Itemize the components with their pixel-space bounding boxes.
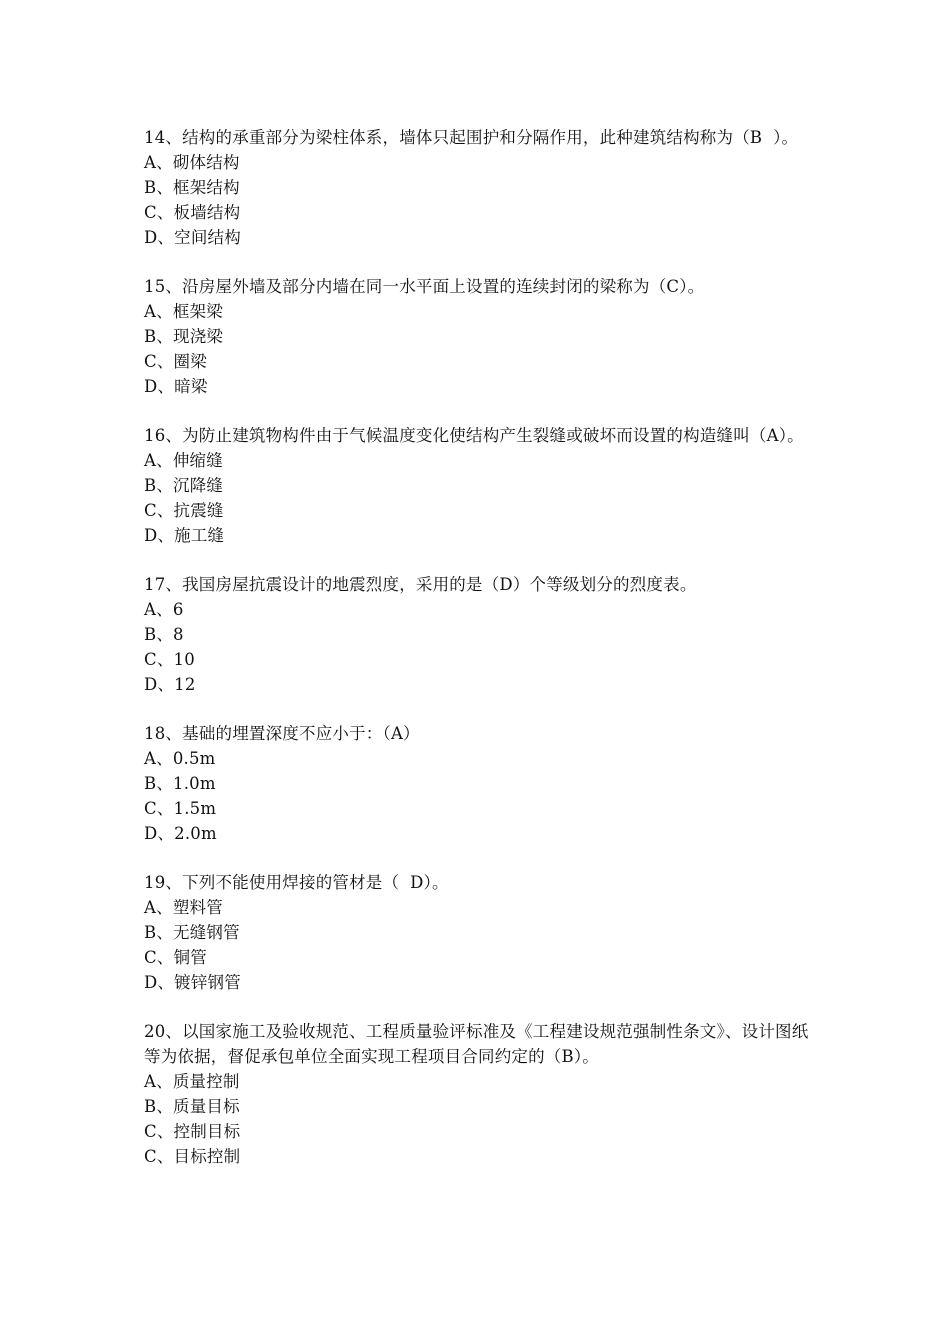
option-b: B、质量目标	[144, 1097, 240, 1116]
option-c: C、抗震缝	[144, 501, 224, 520]
question-stem: 19、下列不能使用焊接的管材是（ D）。	[144, 873, 449, 892]
option-d: D、2.0m	[144, 824, 217, 843]
option-a: A、伸缩缝	[144, 451, 223, 470]
option-d: D、镀锌钢管	[144, 973, 241, 992]
option-d: D、暗梁	[144, 377, 208, 396]
option-c: C、铜管	[144, 948, 207, 967]
option-b: B、现浇梁	[144, 327, 224, 346]
question-20	[144, 1019, 824, 1169]
option-a: A、质量控制	[144, 1072, 240, 1091]
question-14	[144, 125, 824, 250]
option-b: B、8	[144, 625, 184, 644]
question-15	[144, 274, 824, 399]
question-17	[144, 572, 824, 697]
option-a: A、框架梁	[144, 302, 223, 321]
option-b: B、无缝钢管	[144, 923, 240, 942]
option-d: D、施工缝	[144, 526, 225, 545]
option-a: A、6	[144, 600, 184, 619]
question-stem: 18、基础的埋置深度不应小于：（A）	[144, 724, 420, 743]
question-18	[144, 721, 824, 846]
question-stem: 15、沿房屋外墙及部分内墙在同一水平面上设置的连续封闭的梁称为（C）。	[144, 277, 705, 296]
option-c-2: C、目标控制	[144, 1147, 241, 1166]
option-a: A、0.5m	[144, 749, 216, 768]
question-stem: 20、以国家施工及验收规范、工程质量验评标准及《工程建设规范强制性条文》、设计图纸等为依据，督促承包单位全面实现工程项目合同约定的（B）。	[144, 1022, 809, 1066]
question-stem: 17、我国房屋抗震设计的地震烈度，采用的是（D）个等级划分的烈度表。	[144, 575, 697, 594]
question-19	[144, 870, 824, 995]
option-a: A、塑料管	[144, 898, 223, 917]
option-c: C、控制目标	[144, 1122, 241, 1141]
question-stem: 16、为防止建筑物构件由于气候温度变化使结构产生裂缝或破坏而设置的构造缝叫（A）。	[144, 426, 804, 445]
option-c: C、10	[144, 650, 195, 669]
option-c: C、圈梁	[144, 352, 207, 371]
question-stem: 14、结构的承重部分为梁柱体系，墙体只起围护和分隔作用，此种建筑结构称为（B ）。	[144, 128, 799, 147]
option-d: D、空间结构	[144, 228, 241, 247]
option-b: B、框架结构	[144, 178, 240, 197]
document-page	[144, 125, 824, 1193]
option-b: B、沉降缝	[144, 476, 224, 495]
question-16	[144, 423, 824, 548]
option-d: D、12	[144, 675, 196, 694]
option-b: B、1.0m	[144, 774, 216, 793]
option-c: C、板墙结构	[144, 203, 241, 222]
option-a: A、砌体结构	[144, 153, 240, 172]
option-c: C、1.5m	[144, 799, 217, 818]
